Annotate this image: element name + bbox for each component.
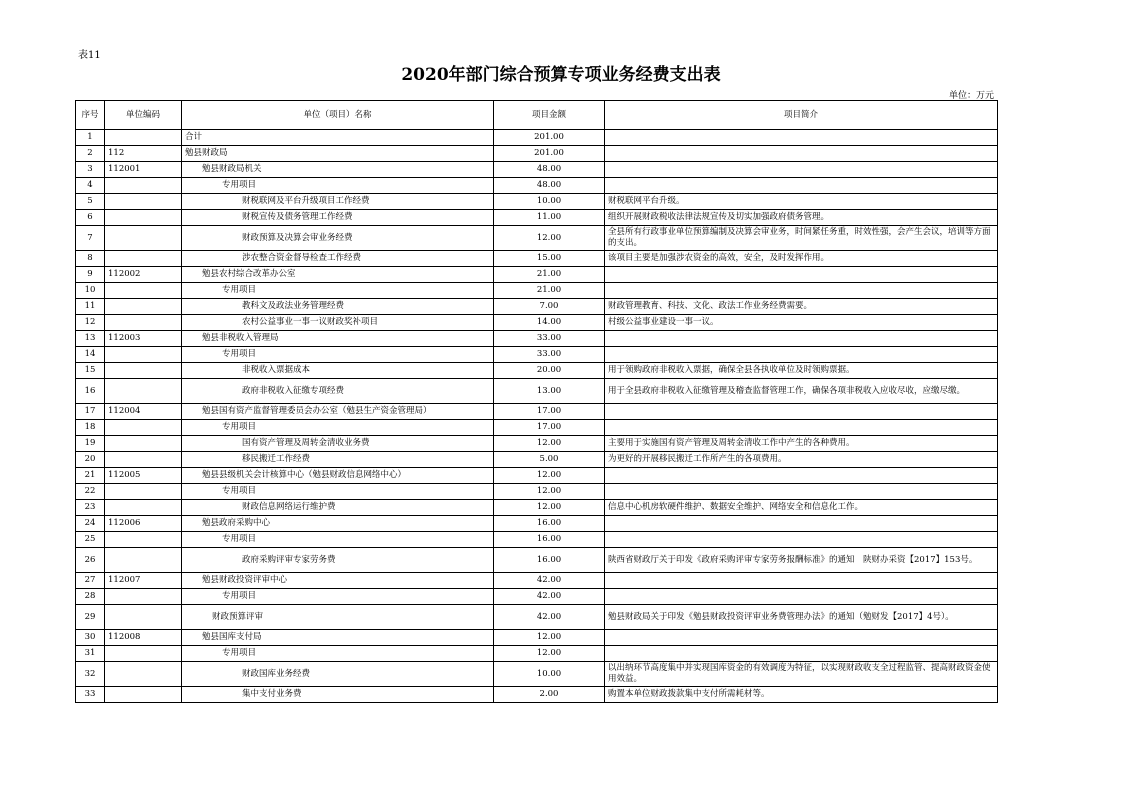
table-row	[76, 379, 998, 404]
description-cell: 村级公益事业建设一事一议。	[605, 315, 998, 331]
amount-cell: 21.00	[494, 283, 605, 299]
row-number-cell: 28	[76, 589, 105, 605]
item-name-cell: 财政预算评审	[182, 605, 494, 630]
description-cell: 陕西省财政厅关于印发《政府采购评审专家劳务报酬标准》的通知 陕财办采资【2017】153号。	[605, 548, 998, 573]
description-cell	[605, 130, 998, 146]
description-cell	[605, 162, 998, 178]
row-number-cell: 6	[76, 210, 105, 226]
row-number-cell: 10	[76, 283, 105, 299]
item-name-cell: 移民搬迁工作经费	[182, 452, 494, 468]
table-row	[76, 347, 998, 363]
table-row	[76, 146, 998, 162]
row-number-cell: 2	[76, 146, 105, 162]
description-cell: 全县所有行政事业单位预算编制及决算会审业务，时间紧任务重，时效性强，会产生会议，培训等方面的支出。	[605, 226, 998, 251]
table-row	[76, 299, 998, 315]
table-row	[76, 267, 998, 283]
description-cell: 购置本单位财政拨款集中支付所需耗材等。	[605, 687, 998, 703]
description-cell: 为更好的开展移民搬迁工作所产生的各项费用。	[605, 452, 998, 468]
amount-cell: 42.00	[494, 573, 605, 589]
description-cell: 勉县财政局关于印发《勉县财政投资评审业务费管理办法》的通知（勉财发【2017】4号）。	[605, 605, 998, 630]
table-row	[76, 573, 998, 589]
unit-code-cell	[105, 251, 182, 267]
table-row	[76, 251, 998, 267]
item-name-cell: 勉县政府采购中心	[182, 516, 494, 532]
table-row	[76, 630, 998, 646]
description-cell	[605, 630, 998, 646]
table-row	[76, 420, 998, 436]
item-name-cell: 专用项目	[182, 484, 494, 500]
table-row	[76, 484, 998, 500]
row-number-cell: 14	[76, 347, 105, 363]
item-name-cell: 勉县财政局机关	[182, 162, 494, 178]
description-cell	[605, 589, 998, 605]
description-cell: 组织开展财政税收法律法规宣传及切实加强政府债务管理。	[605, 210, 998, 226]
unit-code-cell	[105, 500, 182, 516]
amount-cell: 15.00	[494, 251, 605, 267]
table-body	[76, 130, 998, 703]
amount-cell: 21.00	[494, 267, 605, 283]
row-number-cell: 31	[76, 646, 105, 662]
description-cell	[605, 283, 998, 299]
table-row	[76, 363, 998, 379]
item-name-cell: 勉县非税收入管理局	[182, 331, 494, 347]
table-row	[76, 331, 998, 347]
description-cell	[605, 347, 998, 363]
unit-code-cell	[105, 605, 182, 630]
description-cell: 该项目主要是加强涉农资金的高效，安全，及时发挥作用。	[605, 251, 998, 267]
unit-code-cell	[105, 315, 182, 331]
unit-code-cell: 112008	[105, 630, 182, 646]
unit-code-cell	[105, 226, 182, 251]
row-number-cell: 1	[76, 130, 105, 146]
amount-cell: 5.00	[494, 452, 605, 468]
table-row	[76, 605, 998, 630]
table-row	[76, 662, 998, 687]
unit-code-cell	[105, 646, 182, 662]
description-cell	[605, 646, 998, 662]
unit-code-cell: 112005	[105, 468, 182, 484]
table-row	[76, 178, 998, 194]
table-header-row	[76, 101, 998, 130]
item-name-cell: 涉农整合资金督导检查工作经费	[182, 251, 494, 267]
amount-cell: 16.00	[494, 516, 605, 532]
unit-code-cell: 112006	[105, 516, 182, 532]
description-cell	[605, 468, 998, 484]
unit-label: 单位：万元	[948, 91, 994, 101]
unit-code-cell	[105, 532, 182, 548]
description-cell: 财税联网平台升级。	[605, 194, 998, 210]
amount-cell: 201.00	[494, 146, 605, 162]
row-number-cell: 21	[76, 468, 105, 484]
row-number-cell: 23	[76, 500, 105, 516]
unit-code-cell: 112003	[105, 331, 182, 347]
description-cell: 财政管理教育、科技、文化、政法工作业务经费需要。	[605, 299, 998, 315]
description-cell	[605, 573, 998, 589]
header-no: 序号	[76, 101, 105, 130]
table-row	[76, 548, 998, 573]
row-number-cell: 25	[76, 532, 105, 548]
description-cell: 用于领购政府非税收入票据，确保全县各执收单位及时领购票据。	[605, 363, 998, 379]
row-number-cell: 32	[76, 662, 105, 687]
unit-code-cell	[105, 347, 182, 363]
row-number-cell: 18	[76, 420, 105, 436]
description-cell	[605, 178, 998, 194]
amount-cell: 14.00	[494, 315, 605, 331]
amount-cell: 48.00	[494, 162, 605, 178]
description-cell	[605, 532, 998, 548]
amount-cell: 12.00	[494, 630, 605, 646]
row-number-cell: 4	[76, 178, 105, 194]
row-number-cell: 9	[76, 267, 105, 283]
unit-code-cell	[105, 420, 182, 436]
unit-code-cell: 112	[105, 146, 182, 162]
amount-cell: 10.00	[494, 194, 605, 210]
item-name-cell: 专用项目	[182, 532, 494, 548]
unit-code-cell: 112007	[105, 573, 182, 589]
item-name-cell: 政府采购评审专家劳务费	[182, 548, 494, 573]
table-row	[76, 500, 998, 516]
item-name-cell: 财政信息网络运行维护费	[182, 500, 494, 516]
row-number-cell: 7	[76, 226, 105, 251]
description-cell	[605, 331, 998, 347]
item-name-cell: 财政国库业务经费	[182, 662, 494, 687]
amount-cell: 10.00	[494, 662, 605, 687]
row-number-cell: 16	[76, 379, 105, 404]
amount-cell: 13.00	[494, 379, 605, 404]
unit-code-cell	[105, 662, 182, 687]
item-name-cell: 专用项目	[182, 178, 494, 194]
amount-cell: 12.00	[494, 468, 605, 484]
item-name-cell: 专用项目	[182, 420, 494, 436]
header-name: 单位（项目）名称	[182, 101, 494, 130]
row-number-cell: 3	[76, 162, 105, 178]
description-cell	[605, 267, 998, 283]
amount-cell: 11.00	[494, 210, 605, 226]
amount-cell: 12.00	[494, 436, 605, 452]
row-number-cell: 12	[76, 315, 105, 331]
amount-cell: 33.00	[494, 331, 605, 347]
amount-cell: 42.00	[494, 605, 605, 630]
item-name-cell: 勉县国有资产监督管理委员会办公室（勉县生产资金管理局）	[182, 404, 494, 420]
table-row	[76, 532, 998, 548]
unit-code-cell	[105, 363, 182, 379]
row-number-cell: 26	[76, 548, 105, 573]
item-name-cell: 非税收入票据成本	[182, 363, 494, 379]
row-number-cell: 11	[76, 299, 105, 315]
unit-code-cell	[105, 484, 182, 500]
description-cell	[605, 420, 998, 436]
unit-code-cell	[105, 130, 182, 146]
item-name-cell: 专用项目	[182, 646, 494, 662]
budget-table	[75, 100, 998, 703]
item-name-cell: 财政预算及决算会审业务经费	[182, 226, 494, 251]
table-row	[76, 404, 998, 420]
header-code: 单位编码	[105, 101, 182, 130]
amount-cell: 48.00	[494, 178, 605, 194]
amount-cell: 12.00	[494, 500, 605, 516]
item-name-cell: 政府非税收入征缴专项经费	[182, 379, 494, 404]
item-name-cell: 专用项目	[182, 347, 494, 363]
unit-code-cell	[105, 178, 182, 194]
table-row	[76, 436, 998, 452]
description-cell	[605, 516, 998, 532]
table-row	[76, 162, 998, 178]
unit-code-cell	[105, 436, 182, 452]
row-number-cell: 29	[76, 605, 105, 630]
item-name-cell: 专用项目	[182, 589, 494, 605]
unit-code-cell	[105, 299, 182, 315]
amount-cell: 20.00	[494, 363, 605, 379]
row-number-cell: 13	[76, 331, 105, 347]
item-name-cell: 合计	[182, 130, 494, 146]
unit-code-cell	[105, 548, 182, 573]
table-row	[76, 194, 998, 210]
item-name-cell: 农村公益事业一事一议财政奖补项目	[182, 315, 494, 331]
description-cell: 主要用于实施国有资产管理及周转金清收工作中产生的各种费用。	[605, 436, 998, 452]
unit-code-cell	[105, 194, 182, 210]
amount-cell: 12.00	[494, 646, 605, 662]
table-id-label: 表11	[78, 50, 101, 61]
row-number-cell: 20	[76, 452, 105, 468]
item-name-cell: 勉县财政投资评审中心	[182, 573, 494, 589]
unit-code-cell: 112001	[105, 162, 182, 178]
amount-cell: 42.00	[494, 589, 605, 605]
item-name-cell: 勉县国库支付局	[182, 630, 494, 646]
table-row	[76, 687, 998, 703]
amount-cell: 16.00	[494, 532, 605, 548]
description-cell	[605, 404, 998, 420]
table-row	[76, 516, 998, 532]
unit-code-cell	[105, 687, 182, 703]
amount-cell: 2.00	[494, 687, 605, 703]
table-row	[76, 130, 998, 146]
amount-cell: 16.00	[494, 548, 605, 573]
row-number-cell: 19	[76, 436, 105, 452]
row-number-cell: 15	[76, 363, 105, 379]
header-desc: 项目简介	[605, 101, 998, 130]
row-number-cell: 22	[76, 484, 105, 500]
unit-code-cell	[105, 283, 182, 299]
item-name-cell: 集中支付业务费	[182, 687, 494, 703]
row-number-cell: 5	[76, 194, 105, 210]
item-name-cell: 勉县农村综合改革办公室	[182, 267, 494, 283]
item-name-cell: 财税联网及平台升级项目工作经费	[182, 194, 494, 210]
row-number-cell: 8	[76, 251, 105, 267]
row-number-cell: 27	[76, 573, 105, 589]
amount-cell: 17.00	[494, 420, 605, 436]
page-title: 2020年部门综合预算专项业务经费支出表	[401, 65, 721, 85]
amount-cell: 17.00	[494, 404, 605, 420]
item-name-cell: 勉县财政局	[182, 146, 494, 162]
table-row	[76, 452, 998, 468]
unit-code-cell	[105, 452, 182, 468]
unit-code-cell	[105, 379, 182, 404]
table-row	[76, 315, 998, 331]
description-cell	[605, 146, 998, 162]
description-cell: 以出纳环节高度集中并实现国库资金的有效调度为特征，以实现财政收支全过程监管、提高财政资金使用效益。	[605, 662, 998, 687]
amount-cell: 12.00	[494, 226, 605, 251]
unit-code-cell	[105, 589, 182, 605]
description-cell	[605, 484, 998, 500]
amount-cell: 201.00	[494, 130, 605, 146]
row-number-cell: 24	[76, 516, 105, 532]
table-row	[76, 226, 998, 251]
table-row	[76, 646, 998, 662]
header-amount: 项目金额	[494, 101, 605, 130]
table-row	[76, 210, 998, 226]
amount-cell: 33.00	[494, 347, 605, 363]
description-cell: 用于全县政府非税收入征缴管理及稽查监督管理工作，确保各项非税收入应收尽收，应缴尽缴。	[605, 379, 998, 404]
table-row	[76, 589, 998, 605]
item-name-cell: 财税宣传及债务管理工作经费	[182, 210, 494, 226]
row-number-cell: 17	[76, 404, 105, 420]
unit-code-cell	[105, 210, 182, 226]
item-name-cell: 教科文及政法业务管理经费	[182, 299, 494, 315]
row-number-cell: 33	[76, 687, 105, 703]
item-name-cell: 勉县县级机关会计核算中心（勉县财政信息网络中心）	[182, 468, 494, 484]
row-number-cell: 30	[76, 630, 105, 646]
amount-cell: 7.00	[494, 299, 605, 315]
item-name-cell: 专用项目	[182, 283, 494, 299]
unit-code-cell: 112004	[105, 404, 182, 420]
amount-cell: 12.00	[494, 484, 605, 500]
table-row	[76, 283, 998, 299]
unit-code-cell: 112002	[105, 267, 182, 283]
table-row	[76, 468, 998, 484]
description-cell: 信息中心机房软硬件维护、数据安全维护、网络安全和信息化工作。	[605, 500, 998, 516]
item-name-cell: 国有资产管理及周转金清收业务费	[182, 436, 494, 452]
